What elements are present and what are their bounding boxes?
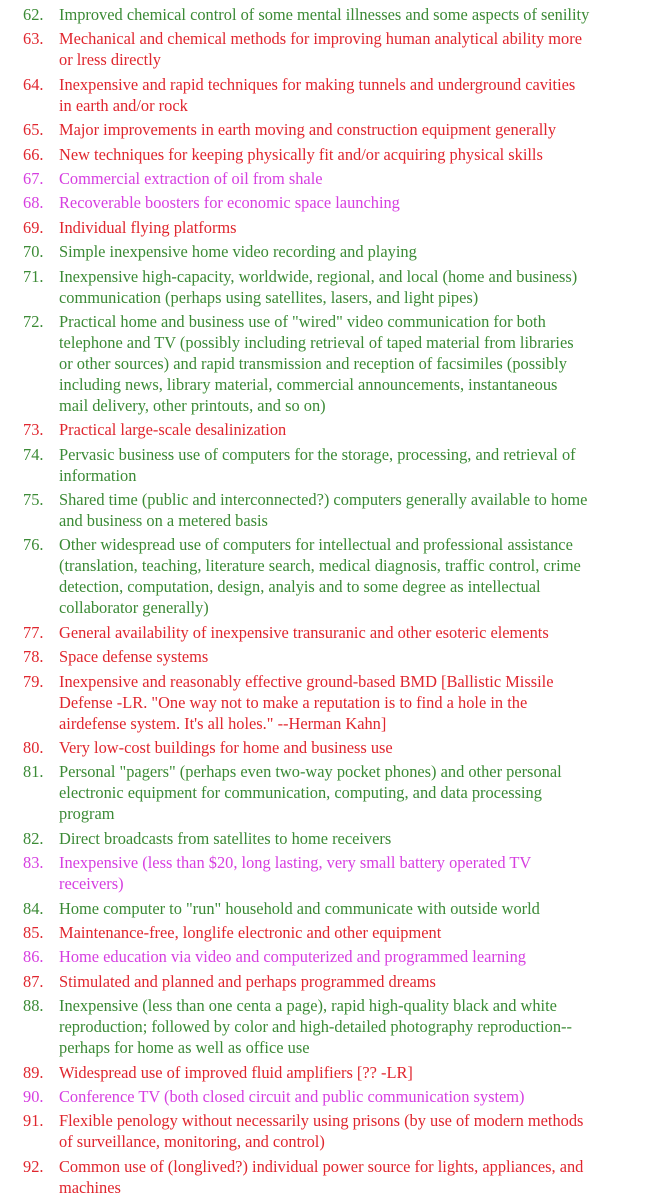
item-number: 70.	[23, 242, 44, 262]
list-item	[0, 419, 646, 440]
item-number: 67.	[23, 168, 44, 188]
item-text: New techniques for keeping physically fit and/or acquiring physical skills	[59, 144, 543, 164]
item-text: Very low-cost buildings for home and business use	[59, 738, 393, 758]
item-text: Common use of (longlived?) individual power source for lights, appliances, and machines	[59, 1156, 584, 1197]
item-text: Commercial extraction of oil from shale	[59, 168, 323, 188]
list-item	[0, 168, 646, 189]
list-item	[0, 1156, 646, 1198]
list-item	[0, 995, 646, 1058]
item-text: Widespread use of improved fluid amplifiers [?? -LR]	[59, 1062, 413, 1082]
list-item	[0, 311, 646, 416]
item-number: 83.	[23, 853, 44, 873]
item-text: Maintenance-free, longlife electronic and other equipment	[59, 922, 442, 942]
list-item	[0, 671, 646, 734]
list-item	[0, 922, 646, 943]
item-number: 72.	[23, 311, 44, 331]
item-number: 88.	[23, 996, 44, 1016]
item-number: 80.	[23, 738, 44, 758]
item-text: Improved chemical control of some mental illnesses and some aspects of senility	[59, 5, 590, 24]
item-text: Space defense systems	[59, 647, 209, 667]
item-number: 90.	[23, 1086, 44, 1106]
item-text: Practical home and business use of "wired" video communication for both telephone and TV (possibly including retrieval of taped material from libraries or other sources) and rapid transmission and reception of facsimiles (possibly including news, library material, commercial announcements, instantaneous mail delivery, other printouts, and so on)	[59, 311, 574, 415]
list-item	[0, 217, 646, 238]
list-item	[0, 489, 646, 531]
list-item	[0, 622, 646, 643]
item-text: Individual flying platforms	[59, 217, 237, 237]
list-item	[0, 1086, 646, 1107]
item-number: 66.	[23, 144, 44, 164]
item-number: 74.	[23, 444, 44, 464]
item-number: 84.	[23, 898, 44, 918]
item-text: Mechanical and chemical methods for improving human analytical ability more or lress directly	[59, 29, 582, 70]
list-item	[0, 119, 646, 140]
list-item	[0, 946, 646, 967]
list-item	[0, 852, 646, 894]
item-text: Practical large-scale desalinization	[59, 420, 287, 440]
list-item	[0, 192, 646, 213]
list-item	[0, 828, 646, 849]
list-item	[0, 1110, 646, 1152]
item-number: 78.	[23, 647, 44, 667]
item-text: Direct broadcasts from satellites to home receivers	[59, 828, 392, 848]
item-text: Recoverable boosters for economic space launching	[59, 193, 400, 213]
item-text: Pervasic business use of computers for the storage, processing, and retrieval of information	[59, 444, 576, 485]
item-text: Major improvements in earth moving and construction equipment generally	[59, 120, 557, 140]
item-text: Inexpensive (less than $20, long lasting, very small battery operated TV receivers)	[59, 853, 532, 894]
item-number: 63.	[23, 29, 44, 49]
item-text: Home education via video and computerized and programmed learning	[59, 947, 526, 967]
item-number: 62.	[23, 5, 44, 24]
item-text: Home computer to "run" household and communicate with outside world	[59, 898, 540, 918]
item-text: Shared time (public and interconnected?) computers generally available to home and business on a metered basis	[59, 490, 588, 531]
item-number: 89.	[23, 1062, 44, 1082]
item-text: Inexpensive and rapid techniques for making tunnels and underground cavities in earth and/or rock	[59, 74, 576, 115]
item-number: 92.	[23, 1156, 44, 1176]
list-item	[0, 266, 646, 308]
item-text: Stimulated and planned and perhaps programmed dreams	[59, 971, 436, 991]
list-item	[0, 74, 646, 116]
item-text: General availability of inexpensive transuranic and other esoteric elements	[59, 622, 549, 642]
list-item	[0, 534, 646, 618]
list-item	[0, 444, 646, 486]
list-item	[0, 761, 646, 824]
item-number: 68.	[23, 193, 44, 213]
list-item	[0, 898, 646, 919]
item-text: Personal "pagers" (perhaps even two-way pocket phones) and other personal electronic equipment for communication, computing, and data processing program	[59, 762, 562, 824]
list-item	[0, 971, 646, 992]
item-text: Inexpensive (less than one centa a page), rapid high-quality black and white reproduction; followed by color and high-detailed photography reproduction-- perhaps for home as well as office use	[59, 996, 572, 1058]
item-number: 71.	[23, 266, 44, 286]
item-number: 76.	[23, 535, 44, 555]
item-text: Inexpensive and reasonably effective ground-based BMD [Ballistic Missile Defense -LR. "One way not to make a reputation is to find a hole in the airdefense system. It's all holes." --Herman Kahn]	[59, 671, 554, 733]
item-text: Flexible penology without necessarily using prisons (by use of modern methods of surveillance, monitoring, and control)	[59, 1111, 584, 1152]
list-item	[0, 1062, 646, 1083]
item-number: 81.	[23, 762, 44, 782]
item-number: 64.	[23, 74, 44, 94]
list-item	[0, 4, 646, 25]
item-number: 69.	[23, 217, 44, 237]
item-number: 73.	[23, 420, 44, 440]
item-text: Other widespread use of computers for intellectual and professional assistance (translation, teaching, literature search, medical diagnosis, traffic control, crime detection, computation, design, analyis and to some degree as intellectual collaborator generally)	[59, 535, 581, 618]
item-number: 87.	[23, 971, 44, 991]
item-number: 85.	[23, 922, 44, 942]
list-item	[0, 646, 646, 667]
item-text: Inexpensive high-capacity, worldwide, regional, and local (home and business) communication (perhaps using satellites, lasers, and light pipes)	[59, 266, 578, 307]
item-number: 86.	[23, 947, 44, 967]
item-text: Conference TV (both closed circuit and public communication system)	[59, 1086, 525, 1106]
item-number: 77.	[23, 622, 44, 642]
item-number: 91.	[23, 1111, 44, 1131]
item-number: 65.	[23, 120, 44, 140]
list-item	[0, 737, 646, 758]
list-item	[0, 28, 646, 70]
item-number: 79.	[23, 671, 44, 691]
item-number: 75.	[23, 490, 44, 510]
item-text: Simple inexpensive home video recording and playing	[59, 242, 417, 262]
item-number: 82.	[23, 828, 44, 848]
list-item	[0, 241, 646, 262]
list-item	[0, 144, 646, 165]
